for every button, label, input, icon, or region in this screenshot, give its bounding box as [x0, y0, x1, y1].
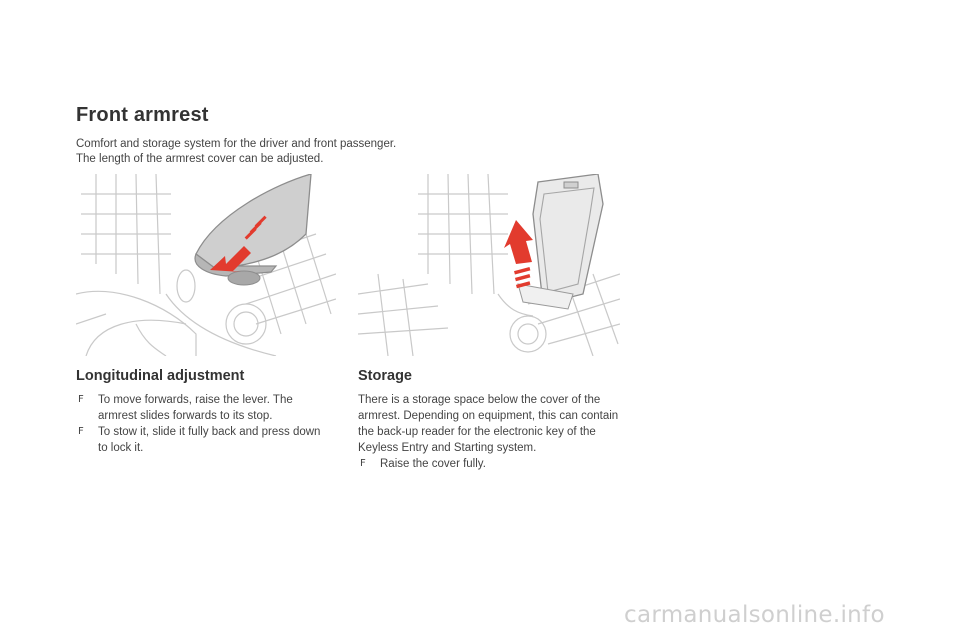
storage-paragraph: There is a storage space below the cover of the armrest. Depending on equipment, this can contain the back-up reader for the electronic key of the Keyless Entry and Starting system.	[358, 394, 619, 454]
longitudinal-adjustment-heading: Longitudinal adjustment	[76, 368, 245, 384]
storage-heading: Storage	[358, 368, 412, 384]
armrest-storage-illustration	[358, 174, 620, 356]
pointer-bullet-icon: F	[78, 394, 84, 405]
instruction-item	[358, 456, 628, 472]
longitudinal-adjustment-instructions	[76, 392, 326, 456]
intro-line-2: The length of the armrest cover can be adjusted.	[76, 153, 324, 165]
pointer-bullet-icon: F	[360, 458, 366, 469]
intro-line-1: Comfort and storage system for the driver and front passenger.	[76, 138, 397, 150]
page-title: Front armrest	[76, 104, 209, 126]
armrest-adjustment-illustration	[76, 174, 336, 356]
instruction-text: To stow it, slide it fully back and press down to lock it.	[98, 426, 321, 454]
storage-description	[358, 392, 628, 472]
instruction-text: To move forwards, raise the lever. The armrest slides forwards to its stop.	[98, 394, 293, 422]
pointer-bullet-icon: F	[78, 426, 84, 437]
instruction-item	[76, 392, 326, 424]
site-watermark: carmanualsonline.info	[624, 602, 885, 628]
instruction-text: Raise the cover fully.	[380, 458, 486, 470]
instruction-item	[76, 424, 326, 456]
intro-text	[76, 137, 496, 167]
